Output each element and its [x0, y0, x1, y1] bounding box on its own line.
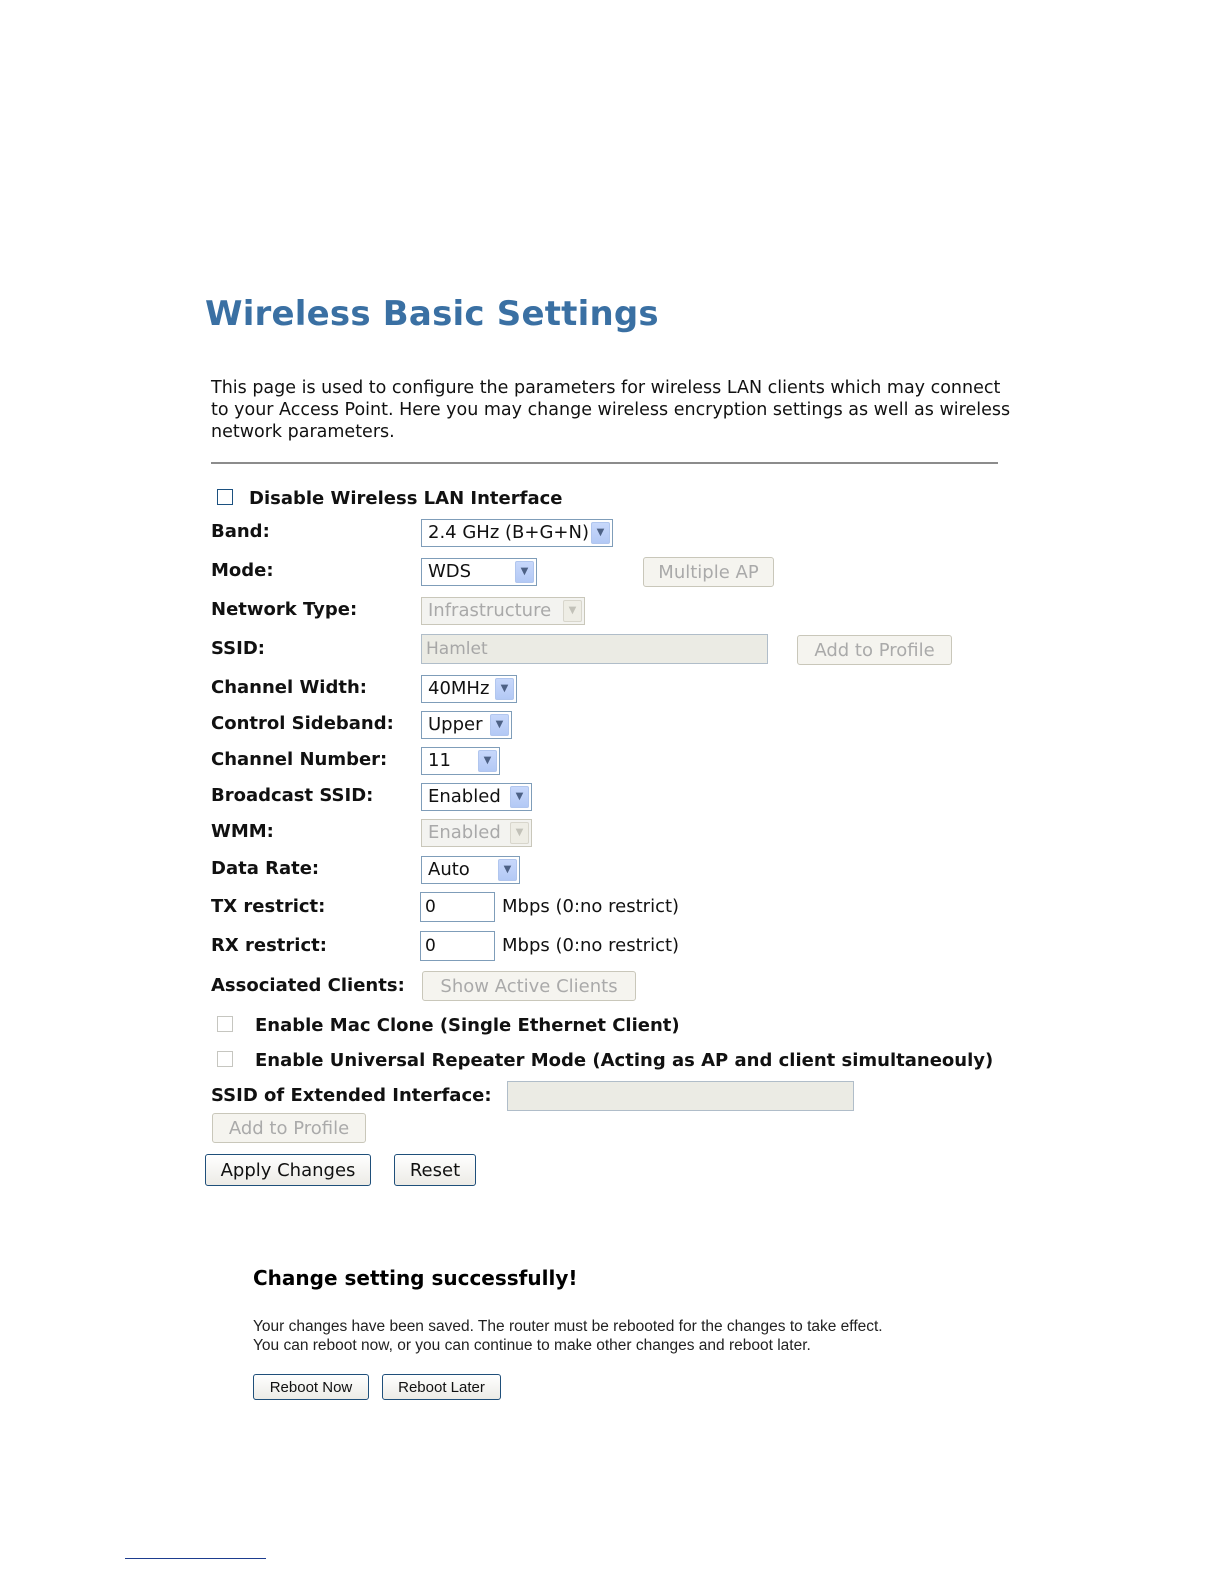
wmm-label: WMM: [211, 821, 274, 842]
rx-restrict-unit: Mbps (0:no restrict) [502, 935, 680, 956]
chevron-down-icon: ▼ [490, 714, 509, 736]
channel-width-value: 40MHz [428, 678, 490, 699]
disable-wlan-checkbox[interactable] [217, 489, 233, 505]
broadcast-ssid-select[interactable] [421, 783, 532, 811]
extended-ssid-label: SSID of Extended Interface: [211, 1085, 492, 1106]
wmm-value: Enabled [428, 822, 501, 843]
tx-restrict-unit: Mbps (0:no restrict) [502, 896, 680, 917]
associated-clients-label: Associated Clients: [211, 975, 405, 996]
result-message-line-1: Your changes have been saved. The router must be rebooted for the changes to take effect. [253, 1318, 883, 1335]
chevron-down-icon: ▼ [498, 859, 517, 881]
band-label: Band: [211, 521, 270, 542]
channel-number-value: 11 [428, 750, 451, 771]
reboot-now-button[interactable]: Reboot Now [253, 1374, 369, 1400]
rx-restrict-input[interactable]: 0 [420, 931, 495, 961]
channel-number-label: Channel Number: [211, 749, 388, 770]
network-type-value: Infrastructure [428, 600, 552, 621]
chevron-down-icon: ▼ [510, 786, 529, 808]
broadcast-ssid-value: Enabled [428, 786, 501, 807]
channel-width-label: Channel Width: [211, 677, 367, 698]
reset-button[interactable]: Reset [394, 1154, 476, 1186]
apply-changes-button[interactable]: Apply Changes [205, 1154, 371, 1186]
network-type-label: Network Type: [211, 599, 358, 620]
footnote-separator [125, 1558, 266, 1559]
band-value: 2.4 GHz (B+G+N) [428, 522, 589, 543]
result-message [253, 1317, 1013, 1355]
data-rate-value: Auto [428, 859, 470, 880]
ssid-input[interactable]: Hamlet [421, 634, 768, 664]
chevron-down-icon: ▼ [478, 750, 497, 772]
chevron-down-icon: ▼ [563, 600, 582, 622]
mode-value: WDS [428, 561, 472, 582]
ssid-label: SSID: [211, 638, 265, 659]
wmm-select[interactable] [421, 819, 532, 847]
chevron-down-icon: ▼ [591, 522, 610, 544]
extended-add-to-profile-button[interactable]: Add to Profile [212, 1113, 366, 1143]
network-type-select[interactable] [421, 597, 585, 625]
ssid-add-to-profile-button[interactable]: Add to Profile [797, 635, 952, 665]
result-title: Change setting successfully! [253, 1266, 578, 1290]
mac-clone-label: Enable Mac Clone (Single Ethernet Client) [255, 1015, 680, 1036]
chevron-down-icon: ▼ [515, 561, 534, 583]
disable-wlan-label: Disable Wireless LAN Interface [249, 488, 563, 509]
multiple-ap-button[interactable]: Multiple AP [643, 557, 774, 587]
chevron-down-icon: ▼ [510, 822, 529, 844]
page-description: This page is used to configure the parameters for wireless LAN clients which may connect to your Access Point. Here you may change wireless encryption settings as well as wireless network parameters. [211, 378, 1011, 442]
tx-restrict-label: TX restrict: [211, 896, 326, 917]
band-select[interactable] [421, 519, 613, 547]
divider [211, 462, 998, 464]
data-rate-select[interactable] [421, 856, 520, 884]
mode-select[interactable] [421, 558, 537, 586]
universal-repeater-checkbox[interactable] [217, 1051, 233, 1067]
channel-number-select[interactable] [421, 747, 500, 775]
control-sideband-label: Control Sideband: [211, 713, 394, 734]
tx-restrict-input[interactable]: 0 [420, 892, 495, 922]
channel-width-select[interactable] [421, 675, 517, 703]
rx-restrict-label: RX restrict: [211, 935, 327, 956]
extended-ssid-input[interactable] [507, 1081, 854, 1111]
universal-repeater-label: Enable Universal Repeater Mode (Acting as AP and client simultaneouly) [255, 1050, 994, 1071]
page-title: Wireless Basic Settings [205, 294, 659, 334]
mac-clone-checkbox[interactable] [217, 1016, 233, 1032]
reboot-later-button[interactable]: Reboot Later [382, 1374, 501, 1400]
broadcast-ssid-label: Broadcast SSID: [211, 785, 374, 806]
control-sideband-select[interactable] [421, 711, 512, 739]
data-rate-label: Data Rate: [211, 858, 320, 879]
control-sideband-value: Upper [428, 714, 483, 735]
result-message-line-2: You can reboot now, or you can continue to make other changes and reboot later. [253, 1337, 811, 1354]
show-active-clients-button[interactable]: Show Active Clients [422, 971, 636, 1001]
mode-label: Mode: [211, 560, 274, 581]
chevron-down-icon: ▼ [495, 678, 514, 700]
